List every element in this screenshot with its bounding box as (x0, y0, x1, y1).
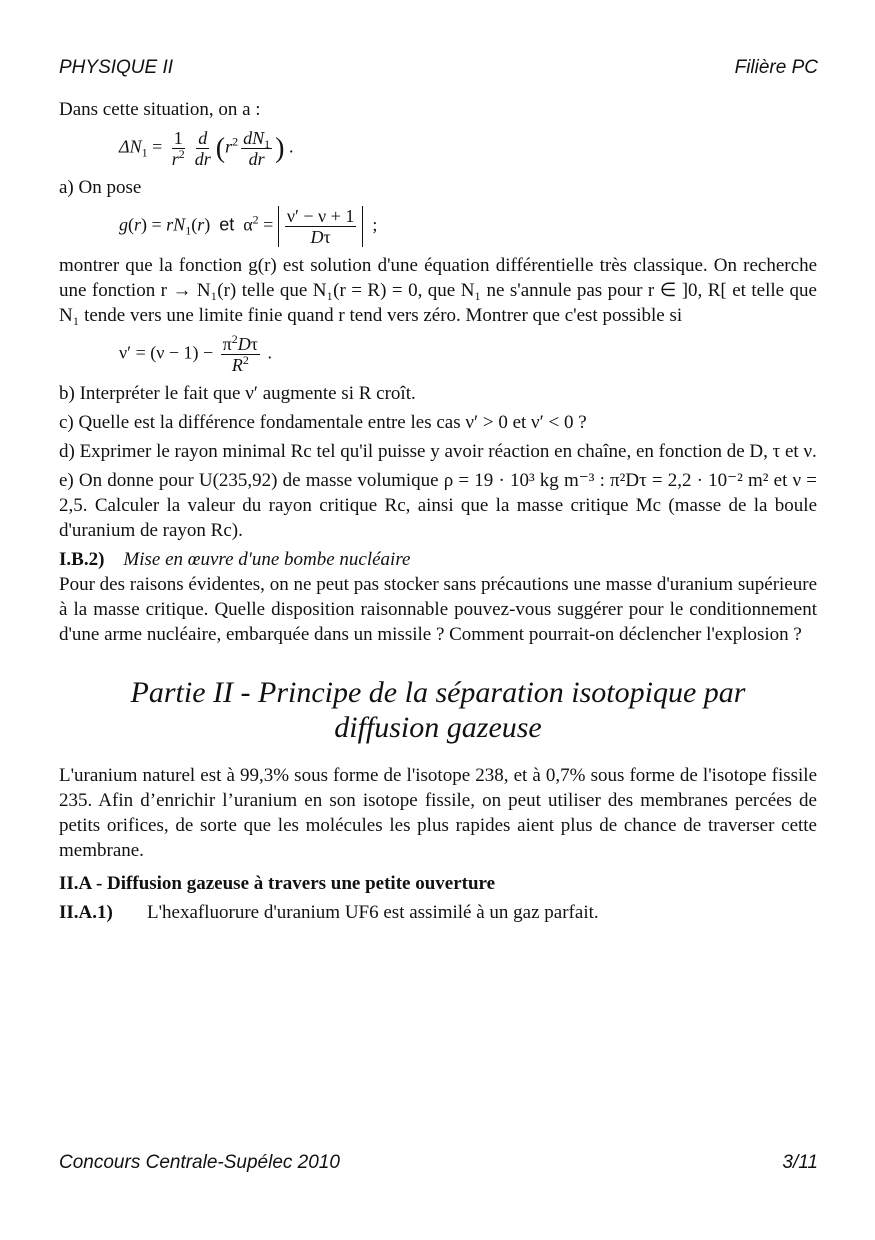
equation-nu-prime: ν′ = (ν − 1) − $\frac{\pi^2D\tau}{R^2}$ . (119, 332, 272, 375)
footer-left: Concours Centrale-Supélec 2010 (59, 1152, 340, 1173)
section-ib2-label: I.B.2) (59, 549, 105, 570)
section-ib2-heading (59, 547, 817, 572)
partie-ii-intro: L'uranium naturel est à 99,3% sous forme de l'isotope 238, et à 0,7% sous forme de l'isotope fissile 235. Afin d’enrichir l’uranium en son isotope fissile, on peut utiliser des membranes percées de petits orifices, de sorte que les molécules les plus rapides aient plus de chance de traverser cette membrane. (59, 765, 817, 861)
question-c: c) Quelle est la différence fondamentale entre les cas ν′ > 0 et ν′ < 0 ? (59, 412, 587, 433)
question-a-label: a) On pose (59, 177, 142, 198)
partie-ii-title: Partie II - Principe de la séparation isotopique par diffusion gazeuse (130, 676, 746, 744)
header-left: PHYSIQUE II (59, 57, 174, 78)
question-a-text: montrer que la fonction g(r) est solution d'une équation différentielle très classique. On recherche une fonction r → N₁(r) telle que N₁(r = R) = 0, que N₁ ne s'annule pas pour r ∈ ]0, R[ et telle que N₁ tende vers une limite finie quand r tend vers zéro. Montrer que c'est possible si (59, 255, 817, 326)
question-b: b) Interpréter le fait que ν′ augmente si R croît. (59, 383, 416, 404)
section-iia-heading: II.A - Diffusion gazeuse à travers une petite ouverture (59, 873, 496, 894)
equation-g-alpha: $g(r) = rN_1(r)$ et $\alpha^2$ = $\frac{\nu' - \nu + 1}{D\tau}$ ; (119, 206, 378, 247)
section-iia1-label: II.A.1) (59, 902, 113, 923)
question-d: d) Exprimer le rayon minimal Rc tel qu'il puisse y avoir réaction en chaîne, en fonction de D, τ et ν. (59, 441, 817, 462)
section-ib2-text: Pour des raisons évidentes, on ne peut pas stocker sans précautions une masse d'uranium supérieure à la masse critique. Quelle disposition raisonnable pouvez-vous suggérer pour le conditionnement d'une arme nucléaire, embarquée dans un missile ? Comment pourrait-on déclencher l'explosion ? (59, 574, 817, 645)
equation-delta-n1: $\Delta N_1$ = $\frac{1}{r^2}$ $\frac{d}{dr}$ ($r^2$ $\frac{dN_1}{dr}$ ) . (119, 128, 294, 169)
section-ib2-title: Mise en œuvre d'une bombe nucléaire (123, 549, 411, 570)
section-iia1 (59, 900, 817, 925)
header-right: Filière PC (734, 57, 818, 78)
intro-text: Dans cette situation, on a : (59, 99, 261, 120)
section-iia1-text: L'hexafluorure d'uranium UF6 est assimilé à un gaz parfait. (147, 902, 599, 923)
page-content (59, 97, 817, 925)
footer-right: 3/11 (782, 1152, 818, 1173)
et-word: et (219, 214, 235, 235)
question-e: e) On donne pour U(235,92) de masse volumique ρ = 19 · 10³ kg m⁻³ : π²Dτ = 2,2 · 10⁻² m² et ν = 2,5. Calculer la valeur du rayon critique Rc, ainsi que la masse critique Mc (masse de la boule d'uranium de rayon Rc). (59, 470, 817, 541)
